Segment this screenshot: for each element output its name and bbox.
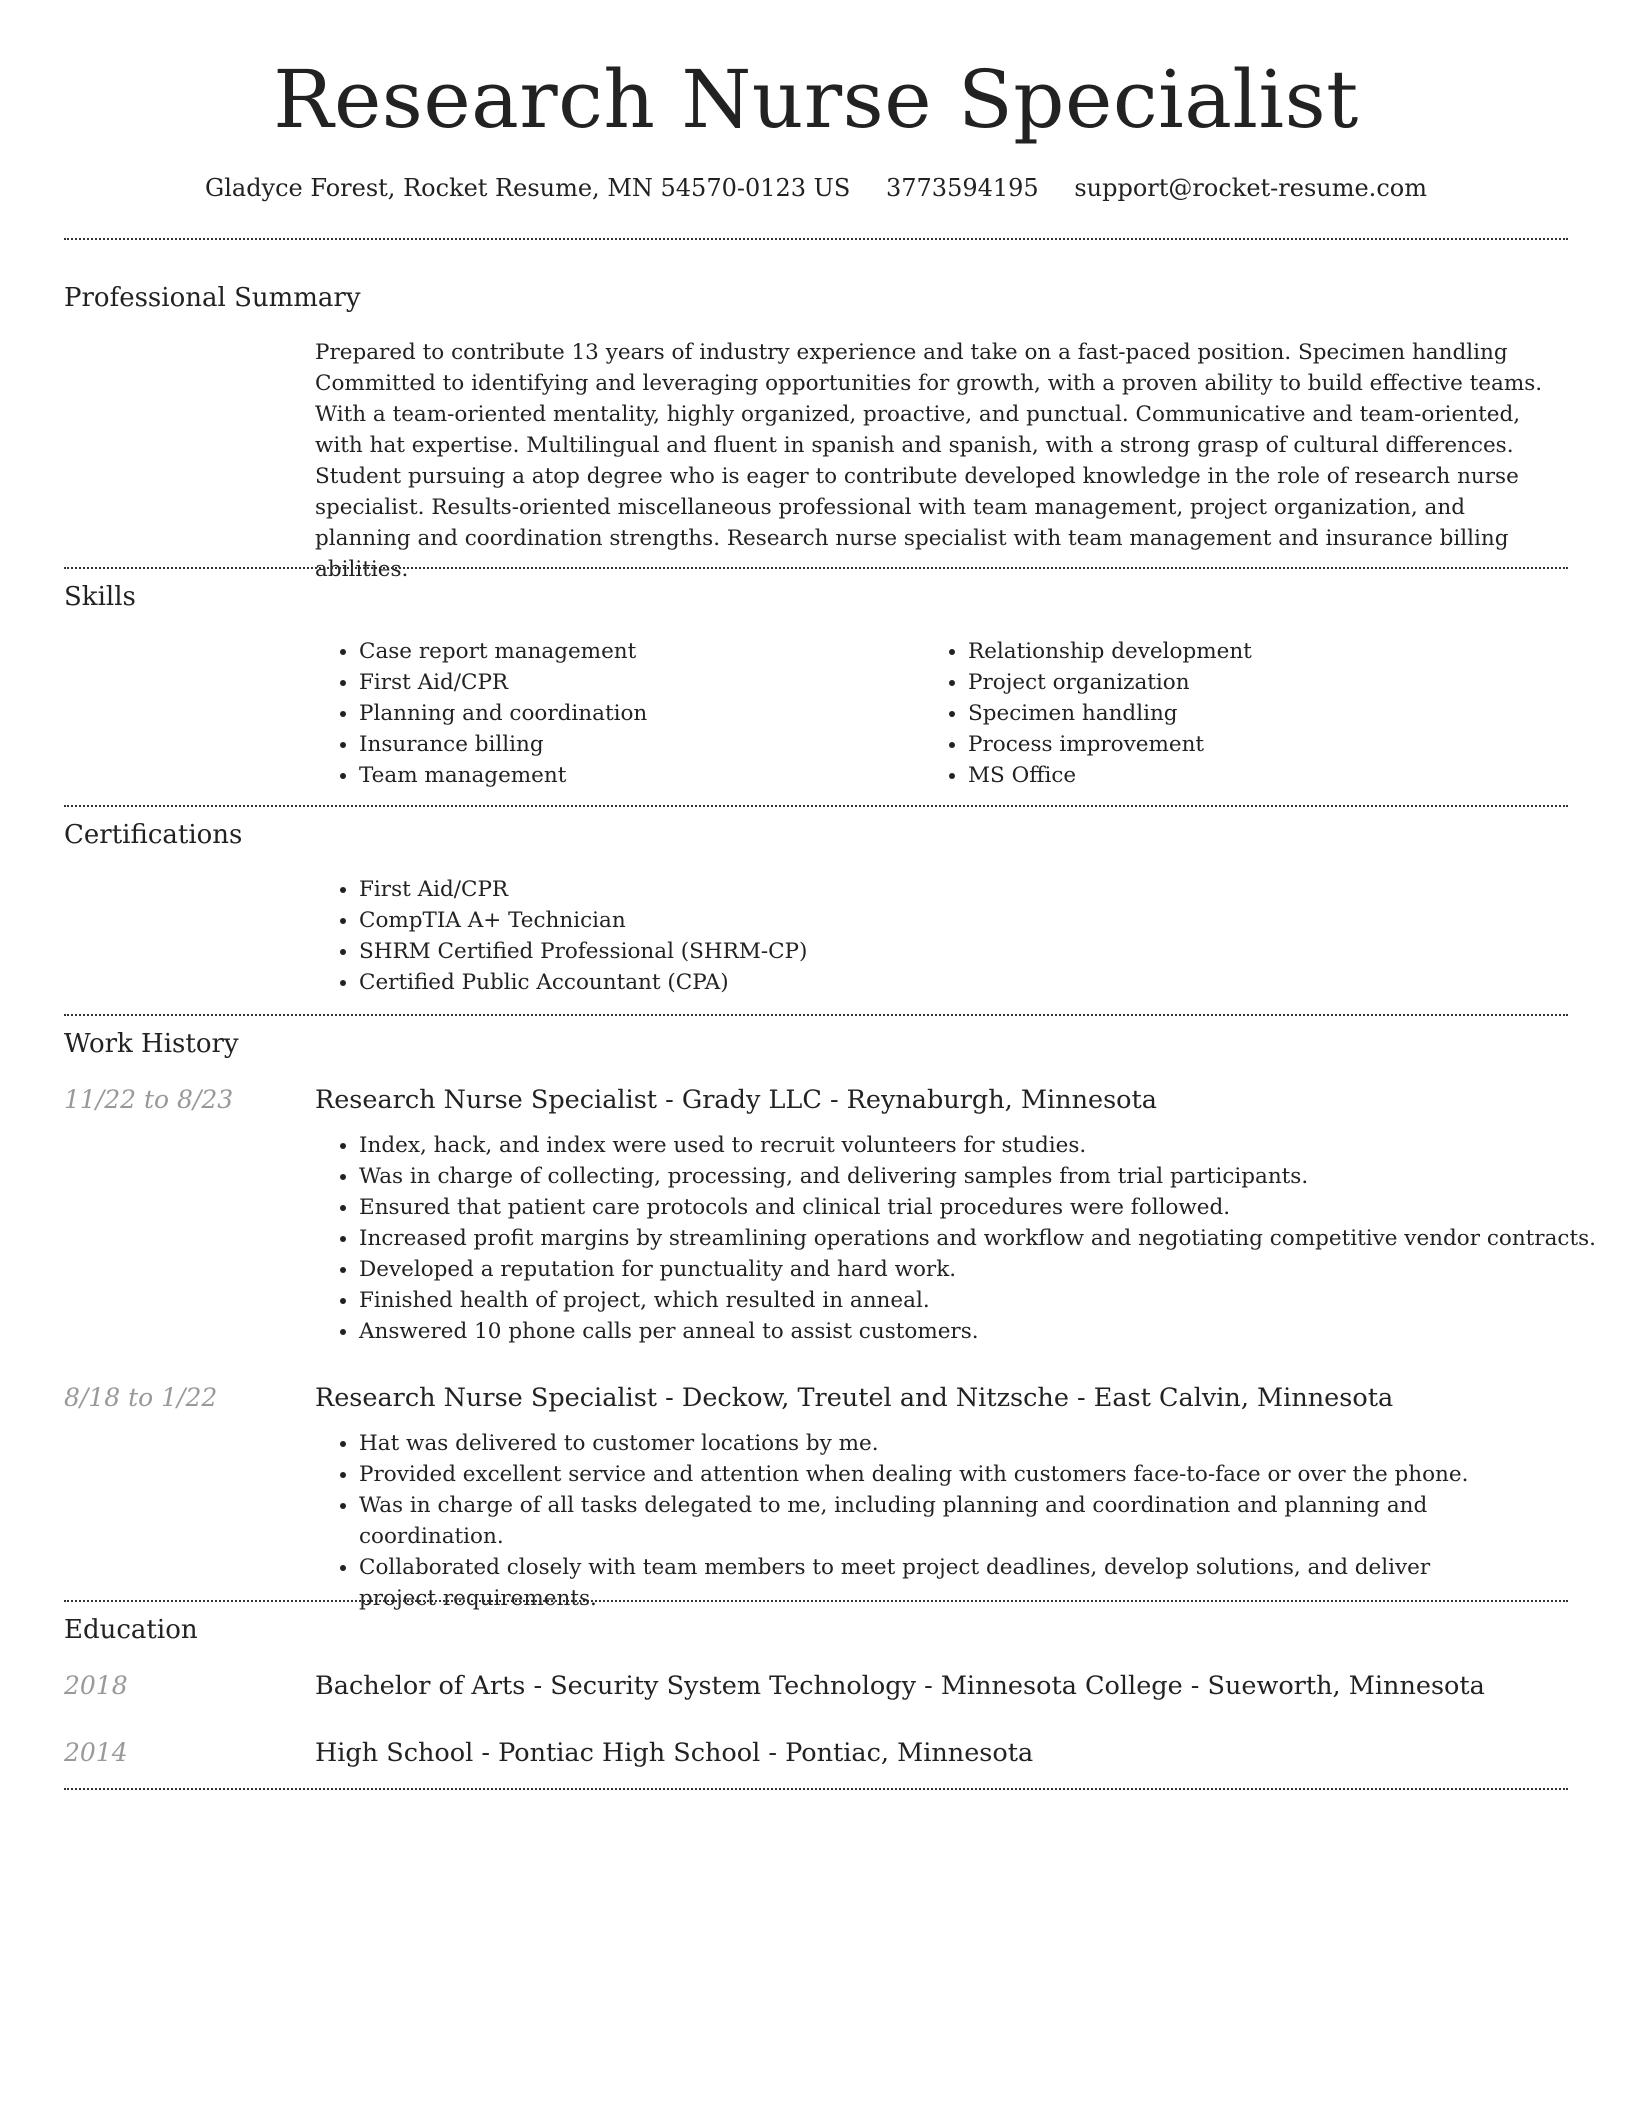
- job-bullets: [315, 1428, 1499, 1614]
- divider: [64, 567, 1568, 569]
- job-bullet: • Was in charge of collecting, processing, and delivering samples from trial participants.: [359, 1161, 1609, 1192]
- job-bullet: • Increased profit margins by streamlining operations and workflow and negotiating competitive vendor contracts.: [359, 1223, 1609, 1254]
- divider: [64, 1788, 1568, 1790]
- certifications-list: [315, 874, 1559, 998]
- job-bullets: [315, 1130, 1609, 1347]
- resume-title: Research Nurse Specialist: [273, 53, 1359, 146]
- education-title: Bachelor of Arts - Security System Technology - Minnesota College - Sueworth, Minnesota: [315, 1671, 1485, 1701]
- contact-line: [0, 172, 1632, 204]
- contact-email: support@rocket-resume.com: [1074, 174, 1427, 202]
- skill-item: • Process improvement: [968, 729, 1568, 760]
- certification-item: • SHRM Certified Professional (SHRM-CP): [359, 936, 1559, 967]
- skill-item: • Specimen handling: [968, 698, 1568, 729]
- job-bullet: • Finished health of project, which resulted in anneal.: [359, 1285, 1609, 1316]
- divider: [64, 1014, 1568, 1016]
- job-bullet: • Collaborated closely with team members to meet project deadlines, develop solutions, and deliver project requirements.: [359, 1552, 1499, 1614]
- divider: [64, 805, 1568, 807]
- skill-item: • Insurance billing: [359, 729, 919, 760]
- contact-phone: 3773594195: [886, 174, 1039, 202]
- skills-list-left: [315, 636, 919, 791]
- job-dates: 11/22 to 8/23: [64, 1085, 234, 1114]
- job-title: Research Nurse Specialist - Grady LLC - Reynaburgh, Minnesota: [315, 1085, 1157, 1115]
- certification-item: • Certified Public Accountant (CPA): [359, 967, 1559, 998]
- summary-heading: Professional Summary: [64, 283, 361, 313]
- divider: [64, 238, 1568, 240]
- skills-heading: Skills: [64, 582, 136, 612]
- skill-item: • Case report management: [359, 636, 919, 667]
- skill-item: • MS Office: [968, 760, 1568, 791]
- education-year: 2014: [64, 1738, 128, 1767]
- skill-item: • Project organization: [968, 667, 1568, 698]
- job-bullet: • Provided excellent service and attention when dealing with customers face-to-face or over the phone.: [359, 1459, 1499, 1490]
- job-bullet: • Ensured that patient care protocols and clinical trial procedures were followed.: [359, 1192, 1609, 1223]
- education-title: High School - Pontiac High School - Pontiac, Minnesota: [315, 1738, 1034, 1768]
- job-dates: 8/18 to 1/22: [64, 1383, 218, 1412]
- certification-item: • First Aid/CPR: [359, 874, 1559, 905]
- contact-address: Gladyce Forest, Rocket Resume, MN 54570-0123 US: [205, 174, 851, 202]
- skill-item: • Relationship development: [968, 636, 1568, 667]
- divider: [64, 1600, 1568, 1602]
- job-bullet: • Hat was delivered to customer locations by me.: [359, 1428, 1499, 1459]
- education-year: 2018: [64, 1671, 128, 1700]
- job-bullet: • Was in charge of all tasks delegated to me, including planning and coordination and planning and coordination.: [359, 1490, 1499, 1552]
- certification-item: • CompTIA A+ Technician: [359, 905, 1559, 936]
- job-bullet: • Index, hack, and index were used to recruit volunteers for studies.: [359, 1130, 1609, 1161]
- skill-item: • Planning and coordination: [359, 698, 919, 729]
- job-title: Research Nurse Specialist - Deckow, Treutel and Nitzsche - East Calvin, Minnesota: [315, 1383, 1394, 1413]
- skill-item: • Team management: [359, 760, 919, 791]
- job-bullet: • Answered 10 phone calls per anneal to assist customers.: [359, 1316, 1609, 1347]
- skills-list-right: [924, 636, 1568, 791]
- summary-text: Prepared to contribute 13 years of industry experience and take on a fast-paced position. Specimen handling Committed to identifying and leveraging opportunities for growth, with a proven ability to build effective teams. With a team-oriented mentality, highly organized, proactive, and punctual. Communicative and team-oriented, with hat expertise. Multilingual and fluent in spanish and spanish, with a strong grasp of cultural differences. Student pursuing a atop degree who is eager to contribute developed knowledge in the role of research nurse specialist. Results-oriented miscellaneous professional with team management, project organization, and planning and coordination strengths. Research nurse specialist with team management and insurance billing abilities.: [315, 340, 1543, 582]
- work-heading: Work History: [64, 1029, 239, 1059]
- certifications-heading: Certifications: [64, 820, 243, 850]
- job-bullet: • Developed a reputation for punctuality and hard work.: [359, 1254, 1609, 1285]
- education-heading: Education: [64, 1615, 198, 1645]
- skill-item: • First Aid/CPR: [359, 667, 919, 698]
